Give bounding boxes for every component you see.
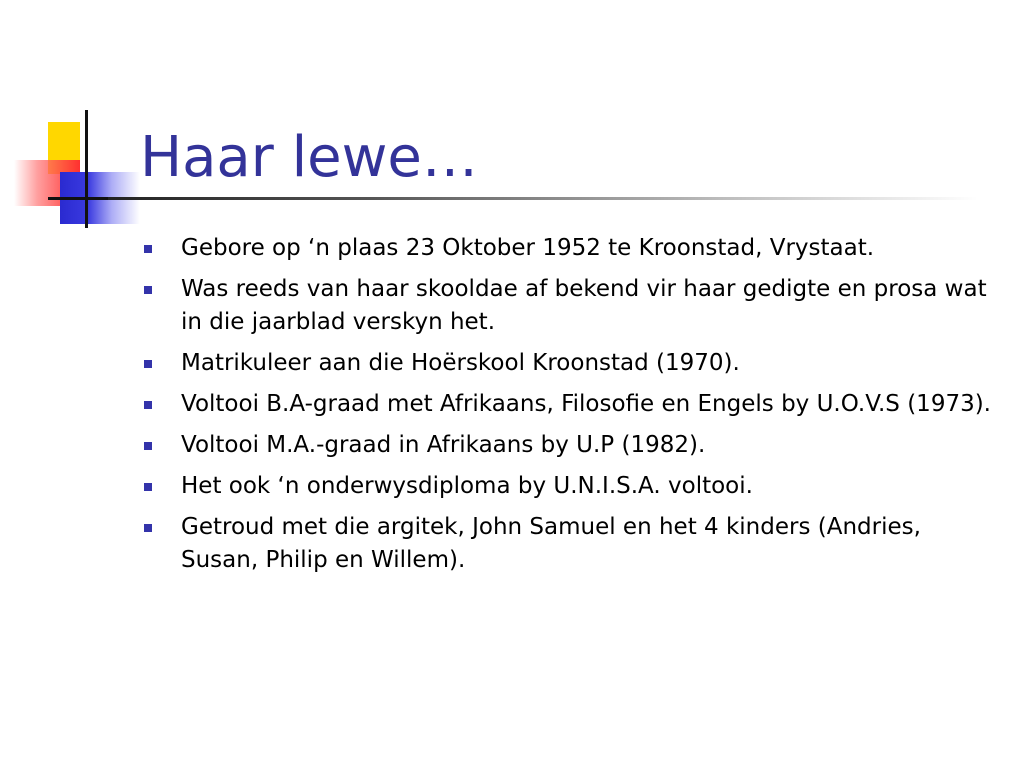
square-bullet-icon [144,360,152,368]
bullet-text: Gebore op ‘n plaas 23 Oktober 1952 te Kroonstad, Vrystaat. [181,235,875,261]
bullet-text: Getroud met die argitek, John Samuel en het 4 kinders (Andries, Susan, Philip en Willem). [181,514,921,573]
bullet-list [144,232,1004,585]
title-underline-rule [108,197,978,200]
bullet-text: Voltooi M.A.-graad in Afrikaans by U.P (1982). [181,432,706,458]
bullet-item-ma-degree [144,429,1004,462]
bullet-item-teaching-diploma [144,470,1004,503]
square-bullet-icon [144,483,152,491]
bullet-item-school-writing [144,273,1004,339]
square-bullet-icon [144,245,152,253]
bullet-text: Het ook ‘n onderwysdiploma by U.N.I.S.A. voltooi. [181,473,753,499]
bullet-item-birth [144,232,1004,265]
bullet-text: Matrikuleer aan die Hoërskool Kroonstad (1970). [181,350,740,376]
bullet-item-matric [144,347,1004,380]
square-bullet-icon [144,442,152,450]
bullet-item-family [144,511,1004,577]
square-bullet-icon [144,286,152,294]
slide-title: Haar lewe… [140,125,478,190]
decorative-horizontal-line [48,197,108,200]
bullet-item-ba-degree [144,388,1004,421]
square-bullet-icon [144,401,152,409]
bullet-text: Was reeds van haar skooldae af bekend vir haar gedigte en prosa wat in die jaarblad verskyn het. [181,276,987,335]
decorative-vertical-line [85,110,88,228]
square-bullet-icon [144,524,152,532]
bullet-text: Voltooi B.A-graad met Afrikaans, Filosofie en Engels by U.O.V.S (1973). [181,391,991,417]
